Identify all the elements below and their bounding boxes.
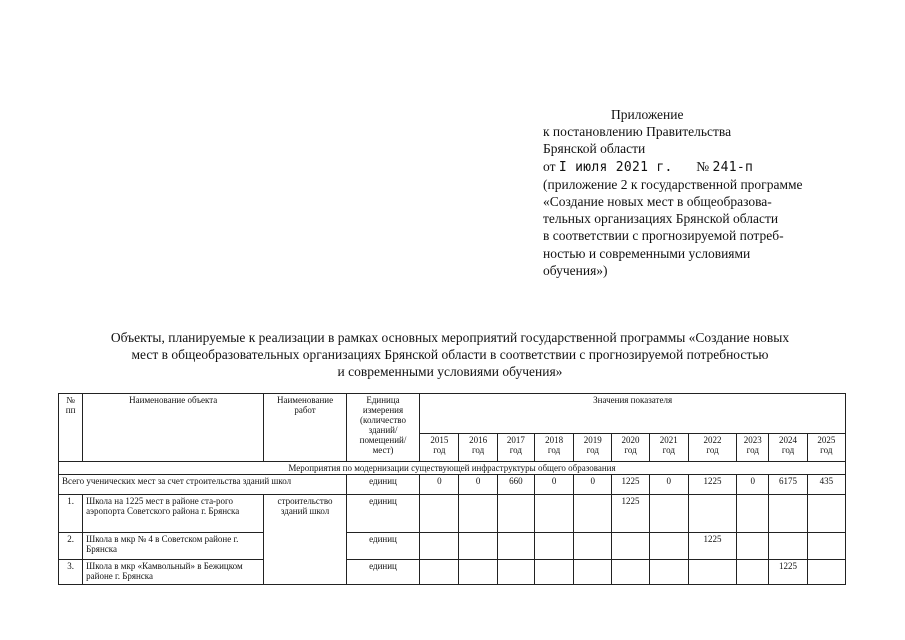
appendix-date-line (543, 158, 873, 176)
year-header: 2020 год (612, 434, 649, 462)
total-value: 1225 (612, 475, 649, 495)
number-value: 241-п (712, 159, 754, 175)
year-header: 2019 год (574, 434, 612, 462)
year-header: 2018 год (534, 434, 573, 462)
total-label: Всего ученических мест за счет строительства зданий школ (59, 475, 347, 495)
row-unit: единиц (346, 533, 419, 560)
total-value: 6175 (769, 475, 807, 495)
year-header: 2023 год (737, 434, 769, 462)
appendix-line: «Создание новых мест в общеобразова- (543, 194, 772, 210)
row-works: строительство зданий школ (264, 495, 347, 585)
row-value (688, 495, 736, 533)
row-value (574, 560, 612, 585)
row-value (459, 495, 497, 533)
total-value: 0 (534, 475, 573, 495)
row-value (534, 560, 573, 585)
title-line: мест в общеобразовательных организациях Брянской области в соответствии с прогнозируемой потребностью (131, 346, 769, 362)
row-value (497, 533, 534, 560)
title-line: и современными условиями обучения» (337, 363, 563, 379)
table-row (59, 533, 846, 560)
row-number: 1. (59, 495, 83, 533)
row-value (737, 533, 769, 560)
row-value (420, 560, 459, 585)
appendix-line: ностью и современными условиями (543, 245, 751, 261)
row-value (459, 533, 497, 560)
row-value: 1225 (688, 533, 736, 560)
total-value: 0 (649, 475, 688, 495)
row-value (688, 560, 736, 585)
table-row (59, 560, 846, 585)
document-title (40, 330, 860, 380)
row-value (534, 533, 573, 560)
row-number: 3. (59, 560, 83, 585)
year-header: 2022 год (688, 434, 736, 462)
objects-table (58, 393, 846, 585)
title-line: Объекты, планируемые к реализации в рамках основных мероприятий государственной программы «Создание новых (110, 330, 790, 345)
header-works: Наименование работ (264, 394, 347, 462)
year-header: 2016 год (459, 434, 497, 462)
row-value (574, 495, 612, 533)
year-header: 2015 год (420, 434, 459, 462)
row-value (420, 533, 459, 560)
total-value: 435 (807, 475, 845, 495)
header-unit: Единица измерения (количество зданий/ помещений/ мест) (346, 394, 419, 462)
year-header: 2024 год (769, 434, 807, 462)
row-value (649, 495, 688, 533)
row-value (807, 495, 845, 533)
row-value (534, 495, 573, 533)
total-row (59, 475, 846, 495)
appendix-heading: Приложение (611, 107, 684, 122)
total-value: 0 (574, 475, 612, 495)
appendix-block (543, 106, 873, 279)
appendix-line: к постановлению Правительства (543, 124, 732, 140)
row-object: Школа на 1225 мест в районе ста-рого аэропорта Советского района г. Брянска (83, 495, 264, 533)
header-values: Значения показателя (420, 394, 846, 434)
row-value (612, 533, 649, 560)
total-unit: единиц (346, 475, 419, 495)
year-header: 2017 год (497, 434, 534, 462)
row-value (574, 533, 612, 560)
total-value: 0 (459, 475, 497, 495)
row-value (459, 560, 497, 585)
total-value: 660 (497, 475, 534, 495)
row-value (769, 495, 807, 533)
row-value (649, 560, 688, 585)
number-prefix: № (696, 158, 710, 174)
row-object: Школа в мкр «Камвольный» в Бежицком районе г. Брянска (83, 560, 264, 585)
row-value (737, 495, 769, 533)
row-value (649, 533, 688, 560)
row-value (737, 560, 769, 585)
appendix-line: Брянской области (543, 141, 646, 157)
row-value (497, 495, 534, 533)
header-no: № пп (59, 394, 83, 462)
row-value (497, 560, 534, 585)
row-unit: единиц (346, 560, 419, 585)
header-object: Наименование объекта (83, 394, 264, 462)
section-row (59, 462, 846, 475)
appendix-line: тельных организациях Брянской области (543, 211, 779, 227)
row-value (420, 495, 459, 533)
appendix-line: (приложение 2 к государственной программе (543, 176, 803, 192)
appendix-line: обучения») (543, 262, 608, 278)
row-value: 1225 (612, 495, 649, 533)
table-row (59, 495, 846, 533)
year-header: 2025 год (807, 434, 845, 462)
total-value: 0 (737, 475, 769, 495)
row-object: Школа в мкр № 4 в Советском районе г. Брянска (83, 533, 264, 560)
appendix-line: в соответствии с прогнозируемой потреб- (543, 228, 784, 244)
year-header: 2021 год (649, 434, 688, 462)
section-title: Мероприятия по модернизации существующей инфраструктуры общего образования (59, 462, 846, 475)
row-value (807, 560, 845, 585)
row-value: 1225 (769, 560, 807, 585)
row-number: 2. (59, 533, 83, 560)
date-prefix: от (543, 158, 556, 174)
row-value (807, 533, 845, 560)
row-value (769, 533, 807, 560)
total-value: 1225 (688, 475, 736, 495)
total-value: 0 (420, 475, 459, 495)
row-value (612, 560, 649, 585)
row-unit: единиц (346, 495, 419, 533)
date-value: I июля 2021 г. (558, 159, 673, 175)
